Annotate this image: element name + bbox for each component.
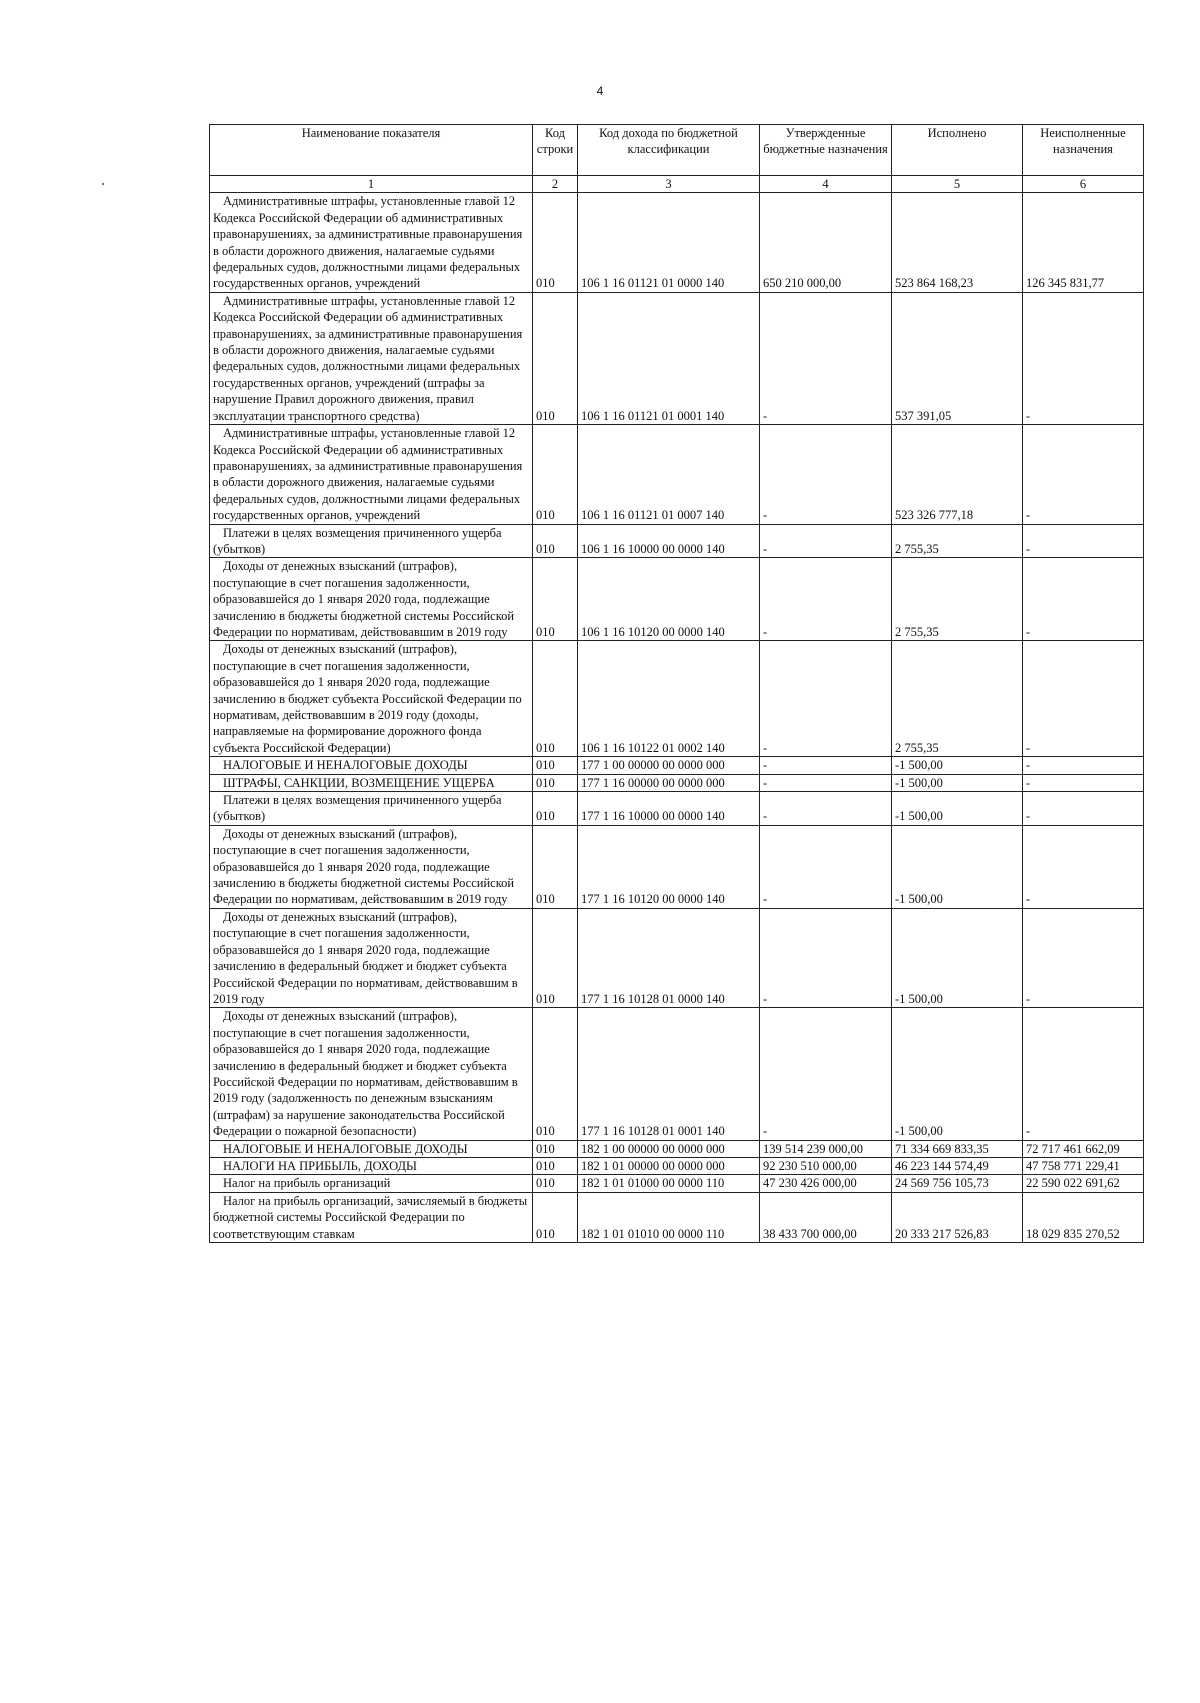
budget-classification-code: 182 1 01 01010 00 0000 110: [578, 1192, 760, 1242]
approved-amount: -: [760, 558, 892, 641]
approved-amount: -: [760, 292, 892, 424]
approved-amount: -: [760, 524, 892, 558]
executed-amount: 2 755,35: [892, 558, 1023, 641]
line-code: 010: [533, 1175, 578, 1192]
executed-amount: 46 223 144 574,49: [892, 1157, 1023, 1174]
line-code: 010: [533, 792, 578, 826]
executed-amount: 2 755,35: [892, 641, 1023, 757]
budget-classification-code: 177 1 16 10120 00 0000 140: [578, 825, 760, 908]
unexecuted-amount: 72 717 461 662,09: [1023, 1140, 1144, 1157]
column-number: 5: [892, 176, 1023, 193]
unexecuted-amount: -: [1023, 774, 1144, 791]
line-code: 010: [533, 641, 578, 757]
unexecuted-amount: 126 345 831,77: [1023, 193, 1144, 292]
header-line-code: Код строки: [533, 125, 578, 176]
budget-classification-code: 182 1 01 00000 00 0000 000: [578, 1157, 760, 1174]
approved-amount: -: [760, 425, 892, 524]
column-number: 6: [1023, 176, 1144, 193]
executed-amount: -1 500,00: [892, 757, 1023, 774]
header-approved-appropriations: Утвержденные бюджетные назначения: [760, 125, 892, 176]
approved-amount: 139 514 239 000,00: [760, 1140, 892, 1157]
header-indicator-name: Наименование показателя: [210, 125, 533, 176]
executed-amount: 20 333 217 526,83: [892, 1192, 1023, 1242]
revenue-execution-table: [209, 124, 1144, 1243]
indicator-name-text: Административные штрафы, установленные главой 12 Кодекса Российской Федерации об административных правонарушениях, за административные правонарушения в области дорожного движения, налагаемые судьями федеральных судов, должностными лицами федеральных государственных органов, учреждений (штрафы за нарушение Правил дорожного движения, правил эксплуатации транспортного средства): [213, 293, 523, 423]
header-budget-classification-code: Код дохода по бюджетной классификации: [578, 125, 760, 176]
line-code: 010: [533, 1157, 578, 1174]
column-number-row: [210, 176, 1144, 193]
line-code: 010: [533, 558, 578, 641]
approved-amount: -: [760, 641, 892, 757]
approved-amount: -: [760, 792, 892, 826]
unexecuted-amount: 18 029 835 270,52: [1023, 1192, 1144, 1242]
budget-classification-code: 106 1 16 01121 01 0007 140: [578, 425, 760, 524]
unexecuted-amount: -: [1023, 1008, 1144, 1140]
executed-amount: 537 391,05: [892, 292, 1023, 424]
executed-amount: 24 569 756 105,73: [892, 1175, 1023, 1192]
indicator-name-text: НАЛОГОВЫЕ И НЕНАЛОГОВЫЕ ДОХОДЫ: [223, 758, 468, 773]
indicator-name: [210, 825, 533, 908]
budget-classification-code: 106 1 16 10000 00 0000 140: [578, 524, 760, 558]
unexecuted-amount: -: [1023, 292, 1144, 424]
header-executed: Исполнено: [892, 125, 1023, 176]
indicator-name: [210, 558, 533, 641]
table-row: [210, 1175, 1144, 1192]
page-number: 4: [596, 84, 604, 98]
line-code: 010: [533, 292, 578, 424]
unexecuted-amount: 47 758 771 229,41: [1023, 1157, 1144, 1174]
indicator-name: [210, 425, 533, 524]
table-row: [210, 825, 1144, 908]
approved-amount: 47 230 426 000,00: [760, 1175, 892, 1192]
line-code: 010: [533, 1140, 578, 1157]
indicator-name-text: НАЛОГИ НА ПРИБЫЛЬ, ДОХОДЫ: [223, 1158, 417, 1173]
table-row: [210, 1157, 1144, 1174]
line-code: 010: [533, 1008, 578, 1140]
unexecuted-amount: -: [1023, 641, 1144, 757]
budget-classification-code: 177 1 16 00000 00 0000 000: [578, 774, 760, 791]
indicator-name-text: Налог на прибыль организаций, зачисляемый в бюджеты бюджетной системы Российской Федерации по соответствующим ставкам: [213, 1193, 528, 1241]
budget-classification-code: 106 1 16 10120 00 0000 140: [578, 558, 760, 641]
approved-amount: 38 433 700 000,00: [760, 1192, 892, 1242]
budget-classification-code: 177 1 16 10128 01 0000 140: [578, 908, 760, 1007]
column-number: 2: [533, 176, 578, 193]
budget-classification-code: 177 1 16 10000 00 0000 140: [578, 792, 760, 826]
table-row: [210, 1192, 1144, 1242]
indicator-name-text: Доходы от денежных взысканий (штрафов), поступающие в счет погашения задолженности, образовавшейся до 1 января 2020 года, подлежащие зачислению в федеральный бюджет и бюджет субъекта Российской Федерации по нормативам, действовавшим в 2019 году: [213, 909, 518, 1006]
indicator-name: [210, 908, 533, 1007]
unexecuted-amount: -: [1023, 792, 1144, 826]
table-row: [210, 193, 1144, 292]
table-body: [210, 193, 1144, 1243]
indicator-name: [210, 292, 533, 424]
budget-classification-code: 106 1 16 10122 01 0002 140: [578, 641, 760, 757]
indicator-name-text: Административные штрафы, установленные главой 12 Кодекса Российской Федерации об административных правонарушениях, за административные правонарушения в области дорожного движения, налагаемые судьями федеральных судов, должностными лицами федеральных государственных органов, учреждений: [213, 194, 523, 291]
executed-amount: 523 326 777,18: [892, 425, 1023, 524]
executed-amount: -1 500,00: [892, 825, 1023, 908]
table-row: [210, 792, 1144, 826]
indicator-name-text: Налог на прибыль организаций: [223, 1176, 391, 1191]
line-code: 010: [533, 825, 578, 908]
executed-amount: -1 500,00: [892, 908, 1023, 1007]
header-unexecuted-appropriations: Неисполненные назначения: [1023, 125, 1144, 176]
line-code: 010: [533, 1192, 578, 1242]
budget-classification-code: 106 1 16 01121 01 0001 140: [578, 292, 760, 424]
budget-classification-code: 106 1 16 01121 01 0000 140: [578, 193, 760, 292]
table-row: [210, 425, 1144, 524]
indicator-name: [210, 774, 533, 791]
table-row: [210, 558, 1144, 641]
executed-amount: 71 334 669 833,35: [892, 1140, 1023, 1157]
line-code: 010: [533, 524, 578, 558]
indicator-name: [210, 524, 533, 558]
executed-amount: 2 755,35: [892, 524, 1023, 558]
indicator-name-text: Доходы от денежных взысканий (штрафов), поступающие в счет погашения задолженности, образовавшейся до 1 января 2020 года, подлежащие зачислению в бюджеты бюджетной системы Российской Федерации по нормативам, действовавшим в 2019 году: [213, 826, 515, 907]
approved-amount: -: [760, 774, 892, 791]
unexecuted-amount: -: [1023, 558, 1144, 641]
approved-amount: -: [760, 908, 892, 1007]
table-row: [210, 524, 1144, 558]
line-code: 010: [533, 908, 578, 1007]
line-code: 010: [533, 757, 578, 774]
indicator-name: [210, 193, 533, 292]
budget-classification-code: 182 1 00 00000 00 0000 000: [578, 1140, 760, 1157]
unexecuted-amount: -: [1023, 757, 1144, 774]
unexecuted-amount: -: [1023, 825, 1144, 908]
indicator-name: [210, 1157, 533, 1174]
budget-classification-code: 177 1 00 00000 00 0000 000: [578, 757, 760, 774]
indicator-name-text: Платежи в целях возмещения причиненного ущерба (убытков): [213, 793, 502, 824]
unexecuted-amount: -: [1023, 524, 1144, 558]
indicator-name: [210, 792, 533, 826]
indicator-name: [210, 641, 533, 757]
approved-amount: -: [760, 757, 892, 774]
executed-amount: 523 864 168,23: [892, 193, 1023, 292]
indicator-name: [210, 1140, 533, 1157]
budget-classification-code: 182 1 01 01000 00 0000 110: [578, 1175, 760, 1192]
scan-speck: [102, 183, 104, 185]
line-code: 010: [533, 774, 578, 791]
approved-amount: 650 210 000,00: [760, 193, 892, 292]
table-row: [210, 292, 1144, 424]
table-row: [210, 908, 1144, 1007]
indicator-name-text: Платежи в целях возмещения причиненного ущерба (убытков): [213, 525, 502, 556]
executed-amount: -1 500,00: [892, 1008, 1023, 1140]
indicator-name-text: Доходы от денежных взысканий (штрафов), поступающие в счет погашения задолженности, образовавшейся до 1 января 2020 года, подлежащие зачислению в бюджеты бюджетной системы Российской Федерации по нормативам, действовавшим в 2019 году: [213, 559, 515, 639]
indicator-name-text: Доходы от денежных взысканий (штрафов), поступающие в счет погашения задолженности, образовавшейся до 1 января 2020 года, подлежащие зачислению в бюджет субъекта Российской Федерации по нормативам, действовавшим в 2019 году (доходы, направляемые на формирование дорожного фонда субъекта Российской Федерации): [213, 642, 522, 755]
indicator-name: [210, 1175, 533, 1192]
approved-amount: -: [760, 825, 892, 908]
table-row: [210, 641, 1144, 757]
indicator-name-text: НАЛОГОВЫЕ И НЕНАЛОГОВЫЕ ДОХОДЫ: [223, 1141, 468, 1156]
line-code: 010: [533, 425, 578, 524]
table-row: [210, 1140, 1144, 1157]
column-number: 1: [210, 176, 533, 193]
executed-amount: -1 500,00: [892, 792, 1023, 826]
line-code: 010: [533, 193, 578, 292]
budget-classification-code: 177 1 16 10128 01 0001 140: [578, 1008, 760, 1140]
indicator-name-text: Доходы от денежных взысканий (штрафов), поступающие в счет погашения задолженности, образовавшейся до 1 января 2020 года, подлежащие зачислению в федеральный бюджет и бюджет субъекта Российской Федерации по нормативам, действовавшим в 2019 году (задолженность по денежным взысканиям (штрафам) за нарушение законодательства Российской Федерации о пожарной безопасности): [213, 1009, 518, 1139]
unexecuted-amount: 22 590 022 691,62: [1023, 1175, 1144, 1192]
unexecuted-amount: -: [1023, 425, 1144, 524]
table-row: [210, 757, 1144, 774]
column-number: 3: [578, 176, 760, 193]
approved-amount: -: [760, 1008, 892, 1140]
indicator-name: [210, 1192, 533, 1242]
indicator-name: [210, 1008, 533, 1140]
indicator-name-text: Административные штрафы, установленные главой 12 Кодекса Российской Федерации об административных правонарушениях, за административные правонарушения в области дорожного движения, налагаемые судьями федеральных судов, должностными лицами федеральных государственных органов, учреждений: [213, 426, 523, 523]
executed-amount: -1 500,00: [892, 774, 1023, 791]
approved-amount: 92 230 510 000,00: [760, 1157, 892, 1174]
unexecuted-amount: -: [1023, 908, 1144, 1007]
indicator-name: [210, 757, 533, 774]
column-number: 4: [760, 176, 892, 193]
table-row: [210, 774, 1144, 791]
indicator-name-text: ШТРАФЫ, САНКЦИИ, ВОЗМЕЩЕНИЕ УЩЕРБА: [223, 775, 495, 790]
table-row: [210, 1008, 1144, 1140]
table-header-row: [210, 125, 1144, 176]
